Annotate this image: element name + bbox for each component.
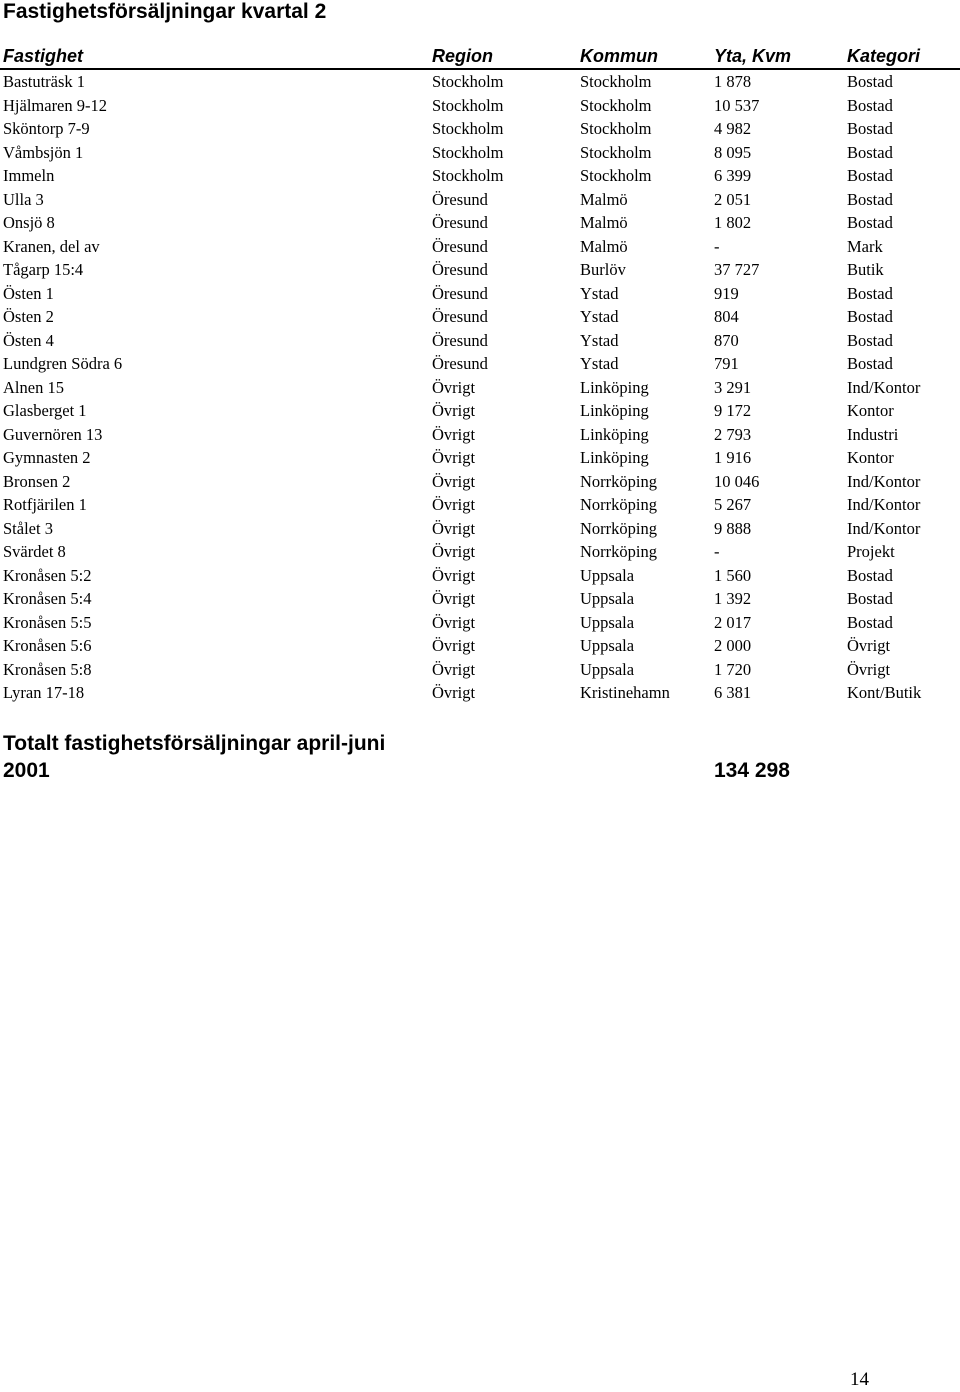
yta-cell: 791	[714, 354, 739, 373]
kommun-cell: Norrköping	[580, 542, 657, 561]
kategori-cell: Bostad	[847, 283, 893, 303]
kategori-cell: Ind/Kontor	[847, 495, 921, 514]
kommun-cell: Malmö	[580, 189, 628, 209]
yta-cell: 6 381	[714, 683, 752, 702]
yta-cell: 2 000	[714, 636, 752, 655]
table-row	[0, 164, 960, 188]
yta-cell: 1 392	[714, 589, 752, 608]
kommun-cell: Stockholm	[580, 72, 652, 91]
kommun-cell: Burlöv	[580, 260, 626, 279]
kommun-cell: Norrköping	[580, 495, 657, 514]
kategori-cell: Butik	[847, 260, 884, 279]
kategori-cell: Bostad	[847, 589, 893, 608]
kommun-cell: Stockholm	[580, 95, 652, 115]
region-cell: Öresund	[432, 354, 488, 373]
fastighet-cell: Ulla 3	[3, 189, 44, 209]
kommun-cell: Ystad	[580, 354, 619, 373]
kategori-cell: Bostad	[847, 612, 893, 632]
yta-cell: 10 046	[714, 471, 760, 491]
yta-cell: 1 878	[714, 72, 752, 91]
table-row	[0, 282, 960, 306]
region-cell: Övrigt	[432, 377, 476, 397]
region-cell: Övrigt	[432, 518, 476, 538]
total-label: Totalt fastighetsförsäljningar april-juni 2001	[3, 732, 386, 782]
region-cell: Öresund	[432, 283, 488, 303]
kategori-cell: Bostad	[847, 565, 893, 585]
fastighet-cell: Bronsen 2	[3, 471, 71, 491]
kategori-cell: Övrigt	[847, 636, 891, 655]
table-row	[0, 141, 960, 165]
region-cell: Stockholm	[432, 166, 504, 185]
yta-cell: 9 172	[714, 401, 752, 420]
fastighet-cell: Östen 1	[3, 283, 54, 303]
table-row	[0, 470, 960, 494]
yta-cell: 9 888	[714, 518, 752, 538]
region-cell: Öresund	[432, 236, 488, 256]
table-row	[0, 399, 960, 423]
yta-cell: 8 095	[714, 142, 752, 162]
region-cell: Övrigt	[432, 589, 476, 608]
yta-cell: 3 291	[714, 377, 752, 397]
fastighet-cell: Tågarp 15:4	[3, 260, 84, 279]
yta-cell: 1 802	[714, 213, 752, 232]
table-row	[0, 446, 960, 470]
column-header-region: Region	[432, 46, 493, 66]
yta-cell: 804	[714, 307, 739, 326]
kommun-cell: Uppsala	[580, 636, 635, 655]
kommun-cell: Malmö	[580, 236, 628, 256]
kommun-cell: Stockholm	[580, 142, 652, 162]
fastighet-cell: Kronåsen 5:5	[3, 612, 92, 632]
region-cell: Övrigt	[432, 495, 476, 514]
kommun-cell: Norrköping	[580, 471, 657, 491]
table-row	[0, 611, 960, 635]
region-cell: Övrigt	[432, 542, 476, 561]
region-cell: Övrigt	[432, 612, 476, 632]
fastighet-cell: Kronåsen 5:8	[3, 659, 92, 679]
fastighet-cell: Kronåsen 5:2	[3, 565, 92, 585]
kategori-cell: Kontor	[847, 448, 894, 467]
total-value: 134 298	[714, 759, 790, 782]
page-number: 14	[850, 1369, 869, 1390]
kategori-cell: Bostad	[847, 330, 893, 350]
page-title: Fastighetsförsäljningar kvartal 2	[3, 0, 327, 23]
yta-cell: 1 560	[714, 565, 752, 585]
yta-cell: 4 982	[714, 119, 752, 138]
kommun-cell: Malmö	[580, 213, 628, 232]
kommun-cell: Stockholm	[580, 119, 652, 138]
kategori-cell: Kontor	[847, 401, 894, 420]
yta-cell: -	[714, 542, 720, 561]
region-cell: Öresund	[432, 260, 488, 279]
fastighet-cell: Kranen, del av	[3, 236, 100, 256]
yta-cell: 10 537	[714, 95, 760, 115]
table-row	[0, 423, 960, 447]
table-row	[0, 376, 960, 400]
fastighet-cell: Sköntorp 7-9	[3, 119, 90, 138]
fastighet-cell: Kronåsen 5:4	[3, 589, 92, 608]
region-cell: Övrigt	[432, 401, 476, 420]
kategori-cell: Bostad	[847, 95, 893, 115]
fastighet-cell: Östen 2	[3, 307, 54, 326]
region-cell: Stockholm	[432, 72, 504, 91]
kategori-cell: Bostad	[847, 354, 893, 373]
kommun-cell: Uppsala	[580, 659, 635, 679]
region-cell: Övrigt	[432, 565, 476, 585]
kommun-cell: Linköping	[580, 448, 649, 467]
fastighet-cell: Alnen 15	[3, 377, 64, 397]
column-header-yta: Yta, Kvm	[714, 46, 792, 66]
kommun-cell: Uppsala	[580, 612, 635, 632]
fastighet-cell: Gymnasten 2	[3, 448, 91, 467]
table-row	[0, 258, 960, 282]
table-row	[0, 564, 960, 588]
kategori-cell: Mark	[847, 236, 883, 256]
kategori-cell: Projekt	[847, 542, 895, 561]
region-cell: Öresund	[432, 213, 488, 232]
column-header-fastighet: Fastighet	[3, 46, 84, 66]
kategori-cell: Ind/Kontor	[847, 377, 921, 397]
fastighet-cell: Östen 4	[3, 330, 54, 350]
table-row	[0, 305, 960, 329]
kommun-cell: Ystad	[580, 330, 619, 350]
yta-cell: 2 017	[714, 612, 752, 632]
region-cell: Övrigt	[432, 636, 476, 655]
kommun-cell: Uppsala	[580, 589, 635, 608]
fastighet-cell: Kronåsen 5:6	[3, 636, 92, 655]
kategori-cell: Kont/Butik	[847, 683, 922, 702]
column-header-kategori: Kategori	[847, 46, 921, 66]
kategori-cell: Bostad	[847, 307, 893, 326]
fastighet-cell: Immeln	[3, 166, 55, 185]
yta-cell: 6 399	[714, 166, 752, 185]
kategori-cell: Industri	[847, 424, 899, 444]
table-row	[0, 188, 960, 212]
table-row	[0, 493, 960, 517]
region-cell: Öresund	[432, 189, 488, 209]
yta-cell: 5 267	[714, 495, 752, 514]
region-cell: Öresund	[432, 307, 488, 326]
kommun-cell: Linköping	[580, 377, 649, 397]
table-row	[0, 587, 960, 611]
yta-cell: 2 051	[714, 189, 752, 209]
column-header-kommun: Kommun	[580, 46, 658, 66]
region-cell: Stockholm	[432, 119, 504, 138]
kommun-cell: Kristinehamn	[580, 683, 670, 702]
kategori-cell: Bostad	[847, 119, 893, 138]
kategori-cell: Övrigt	[847, 659, 891, 679]
table-row	[0, 681, 960, 705]
kategori-cell: Ind/Kontor	[847, 518, 921, 538]
table-row	[0, 94, 960, 118]
kommun-cell: Ystad	[580, 283, 619, 303]
kategori-cell: Bostad	[847, 72, 893, 91]
table-row	[0, 235, 960, 259]
fastighet-cell: Lyran 17-18	[3, 683, 85, 702]
fastighet-cell: Våmbsjön 1	[3, 142, 84, 162]
kommun-cell: Norrköping	[580, 518, 657, 538]
region-cell: Övrigt	[432, 424, 476, 444]
kommun-cell: Linköping	[580, 401, 649, 420]
fastighet-cell: Onsjö 8	[3, 213, 55, 232]
fastighet-cell: Rotfjärilen 1	[3, 495, 87, 514]
fastighet-cell: Hjälmaren 9-12	[3, 95, 108, 115]
kategori-cell: Bostad	[847, 142, 893, 162]
table-row	[0, 211, 960, 235]
fastighet-cell: Stålet 3	[3, 518, 53, 538]
yta-cell: -	[714, 236, 720, 256]
table-header	[0, 46, 960, 70]
region-cell: Stockholm	[432, 95, 504, 115]
region-cell: Övrigt	[432, 448, 476, 467]
table-row	[0, 658, 960, 682]
table-row	[0, 517, 960, 541]
region-cell: Övrigt	[432, 683, 476, 702]
table-row	[0, 352, 960, 376]
kommun-cell: Linköping	[580, 424, 649, 444]
yta-cell: 2 793	[714, 424, 752, 444]
fastighet-cell: Lundgren Södra 6	[3, 354, 123, 373]
fastighet-cell: Guvernören 13	[3, 424, 103, 444]
region-cell: Stockholm	[432, 142, 504, 162]
kategori-cell: Bostad	[847, 166, 893, 185]
kategori-cell: Bostad	[847, 213, 893, 232]
table-row	[0, 540, 960, 564]
kommun-cell: Uppsala	[580, 565, 635, 585]
kommun-cell: Stockholm	[580, 166, 652, 185]
table-body	[0, 70, 960, 705]
kategori-cell: Ind/Kontor	[847, 471, 921, 491]
yta-cell: 1 916	[714, 448, 752, 467]
region-cell: Övrigt	[432, 471, 476, 491]
yta-cell: 870	[714, 330, 739, 350]
region-cell: Övrigt	[432, 659, 476, 679]
kommun-cell: Ystad	[580, 307, 619, 326]
kategori-cell: Bostad	[847, 189, 893, 209]
fastighet-cell: Glasberget 1	[3, 401, 87, 420]
yta-cell: 919	[714, 283, 739, 303]
table-row	[0, 329, 960, 353]
fastighet-cell: Svärdet 8	[3, 542, 66, 561]
yta-cell: 1 720	[714, 659, 752, 679]
table-row	[0, 117, 960, 141]
region-cell: Öresund	[432, 330, 488, 350]
fastighet-cell: Bastuträsk 1	[3, 72, 86, 91]
table-row	[0, 70, 960, 94]
yta-cell: 37 727	[714, 260, 760, 279]
table-row	[0, 634, 960, 658]
